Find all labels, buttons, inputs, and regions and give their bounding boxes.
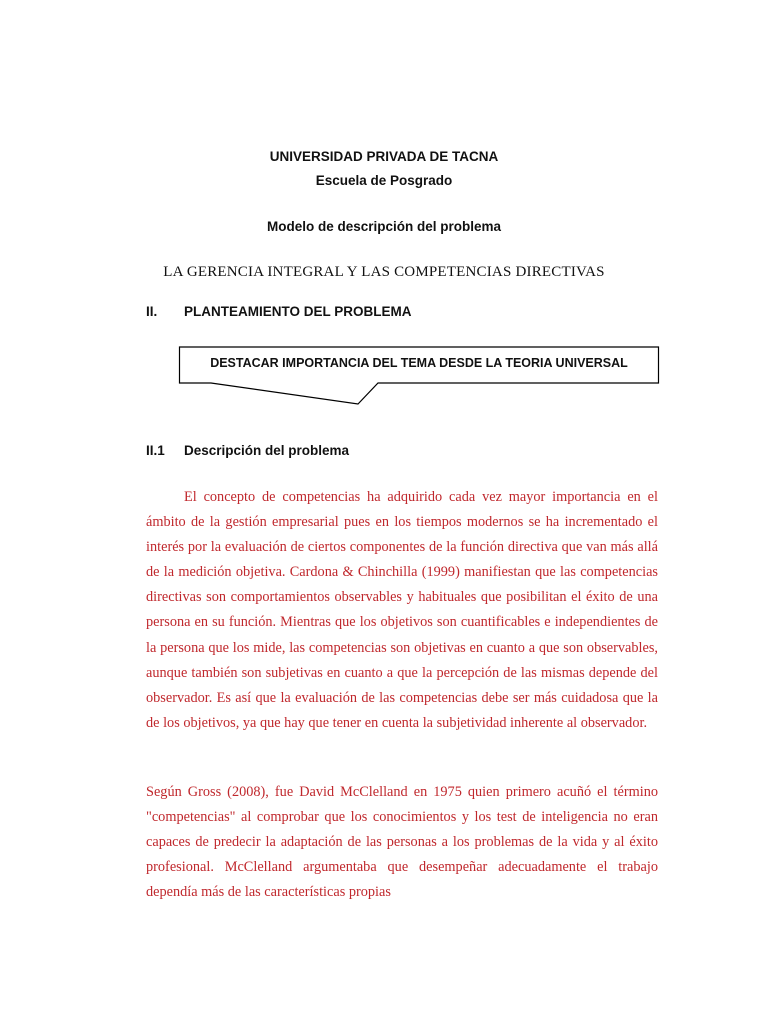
body-paragraph: El concepto de competencias ha adquirido cada vez mayor importancia en el ámbito de la gestión empresarial pues en los tiempos modernos se ha incrementado el interés por la evaluación de ciertos componentes de la función directiva que van más allá de la medición objetiva. Cardona & Chinchilla (1999) manifiestan que las competencias directivas son comportamientos observables y habituales que posibilitan el éxito de una persona en su función. Mientras que los objetivos son cuantificables e independientes de la persona que los mide, las competencias son objetivas en cuanto a que son observables, aunque también son subjetivas en cuanto a que la percepción de las mismas depende del observador. Es así que la evaluación de las competencias debe ser más cuidadosa que la de los objetivos, ya que hay que tener en cuenta la subjetividad inherente al observador. [146,489,658,731]
body-paragraph: Según Gross (2008), fue David McClelland en 1975 quien primero acuñó el término "competencias" al comprobar que los conocimientos y los test de inteligencia no eran capaces de predecir la adaptación de las personas a los problemas de la vida y al éxito profesional. McClelland argumentaba que desempeñar adecuadamente el trabajo dependía más de las características propias [146,784,658,901]
document-subtitle: Modelo de descripción del problema [266,219,502,234]
callout-box [178,345,660,409]
section-title: PLANTEAMIENTO DEL PROBLEMA [184,304,412,319]
subsection-title: Descripción del problema [184,443,350,458]
callout-text: DESTACAR IMPORTANCIA DEL TEMA DESDE LA TEORIA UNIVERSAL [210,356,628,370]
section-number: II. [146,304,158,319]
school-name: Escuela de Posgrado [315,173,453,188]
subsection-number: II.1 [146,443,165,458]
university-name: UNIVERSIDAD PRIVADA DE TACNA [269,149,499,164]
document-title: LA GERENCIA INTEGRAL Y LAS COMPETENCIAS DIRECTIVAS [163,264,605,280]
